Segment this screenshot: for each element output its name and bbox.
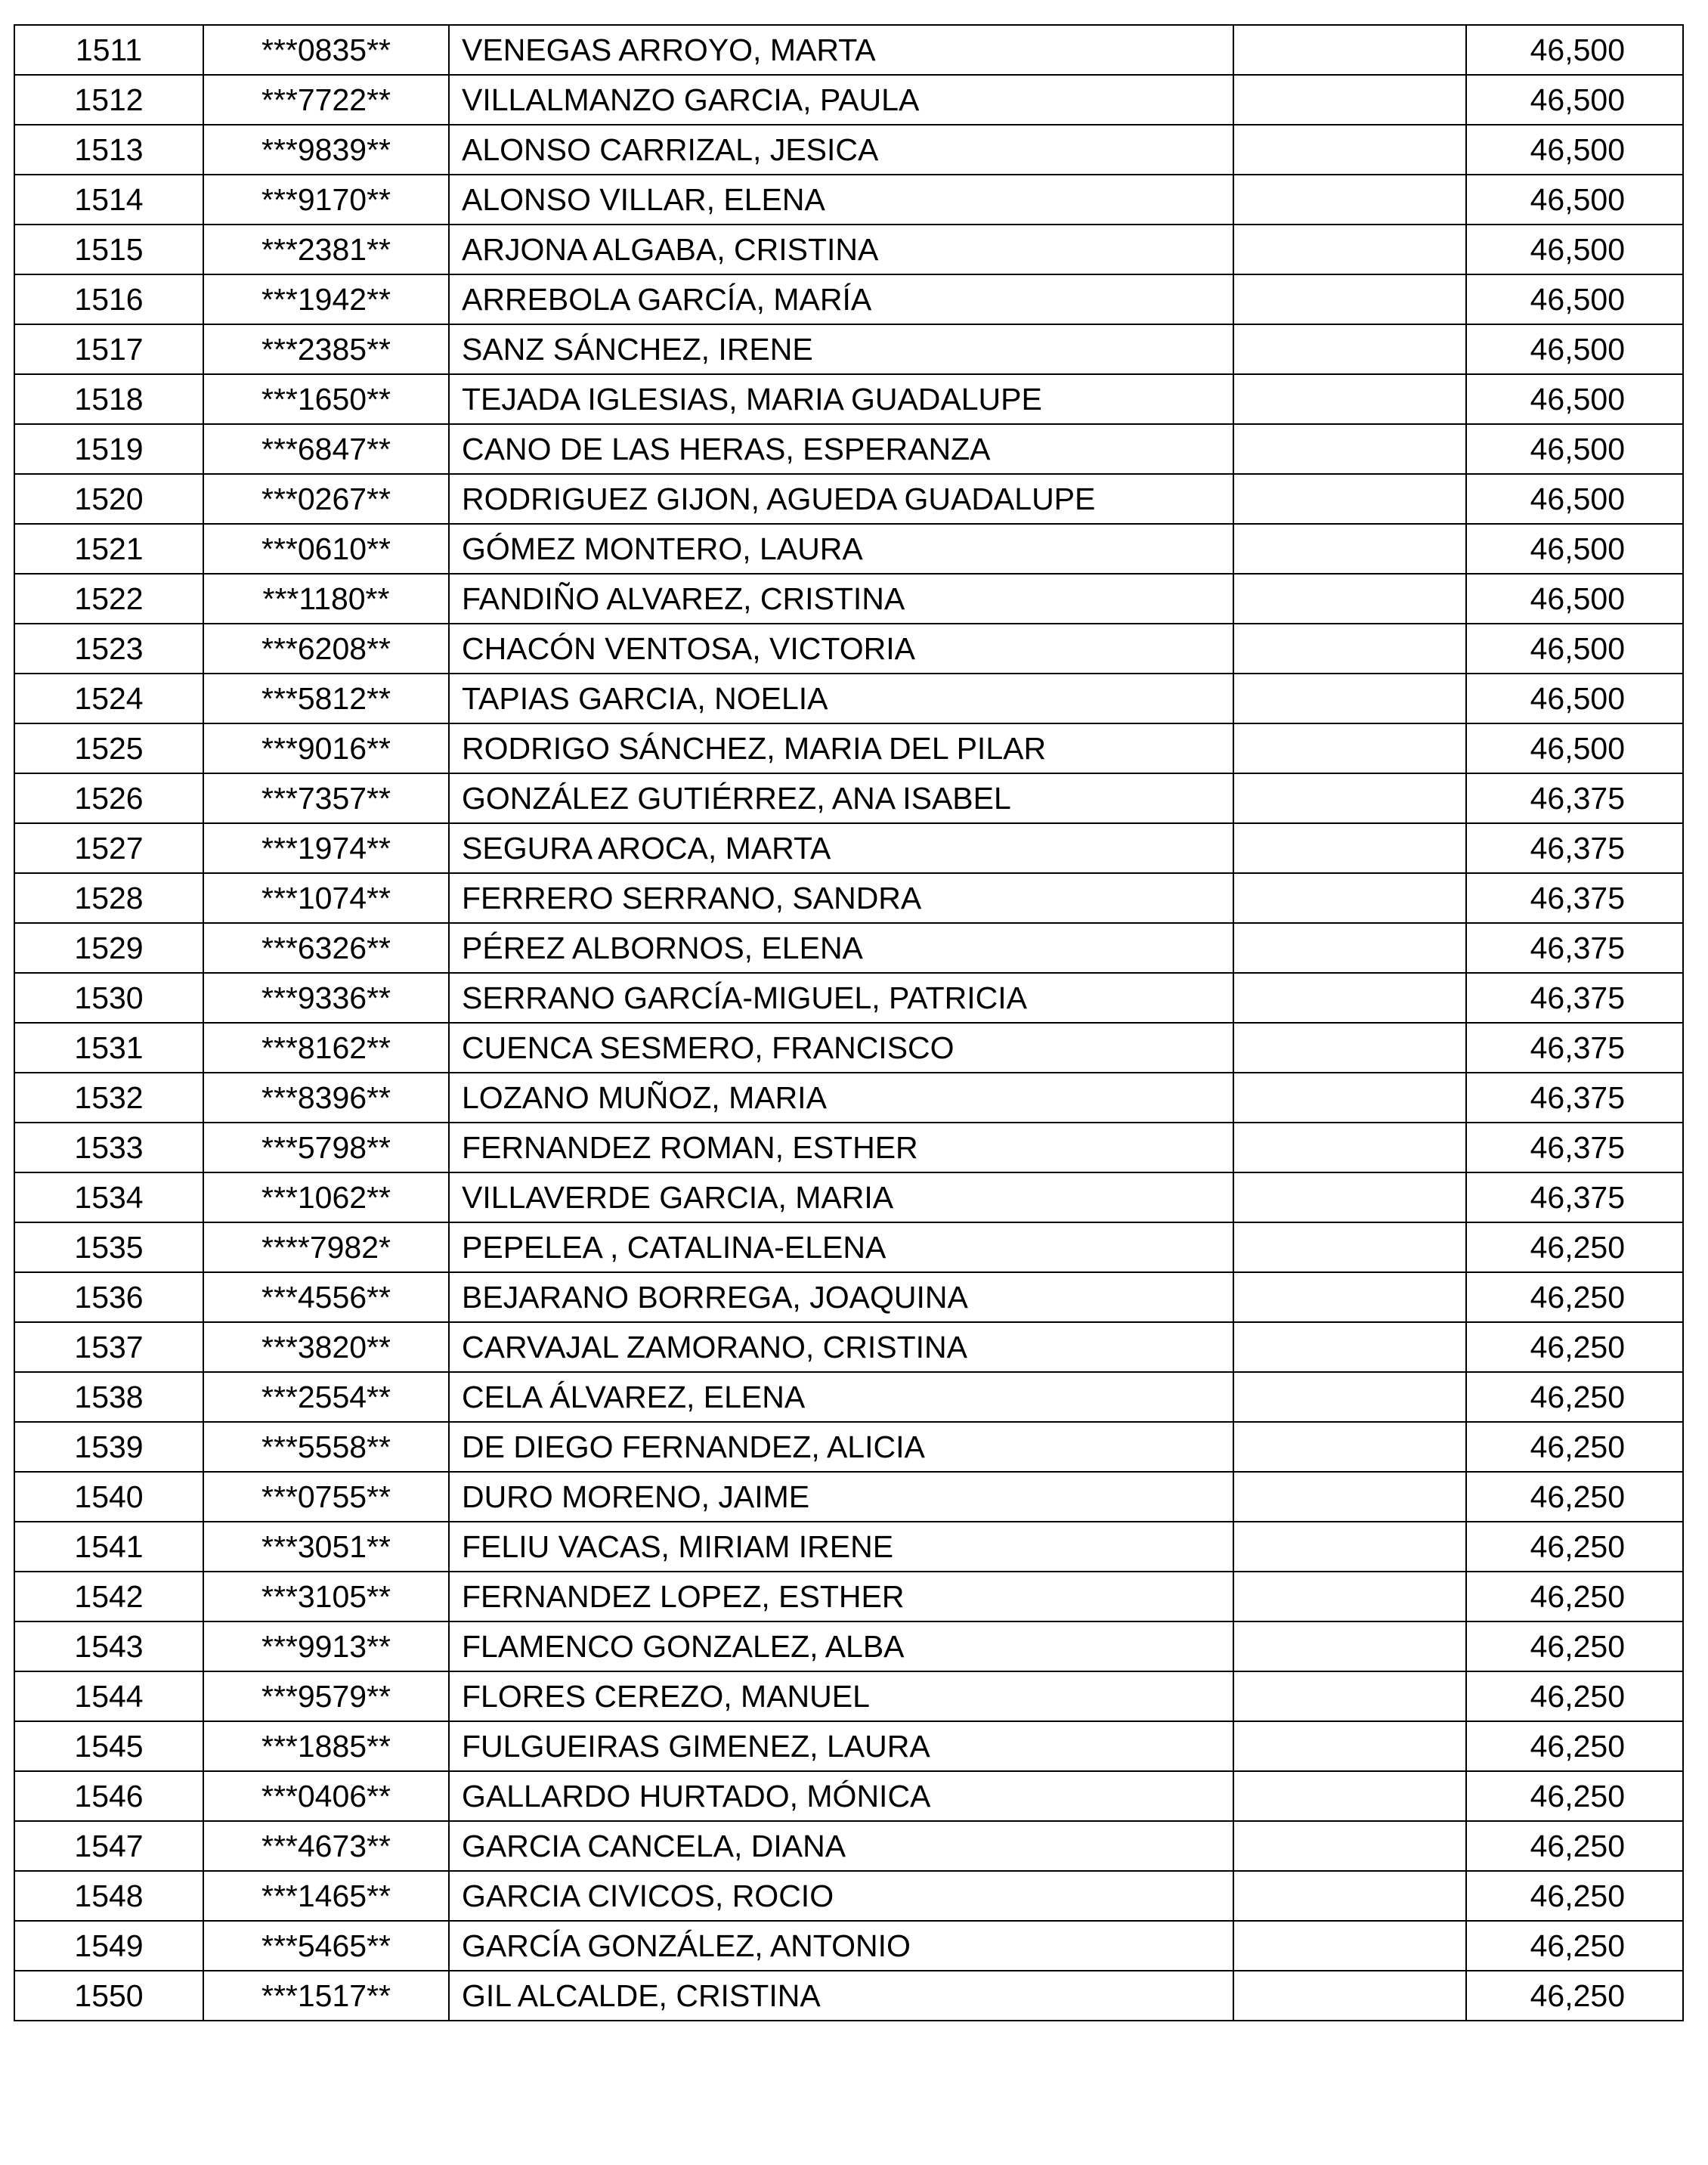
row-number: 1543 xyxy=(14,1621,203,1671)
score: 46,375 xyxy=(1466,823,1683,873)
row-number: 1516 xyxy=(14,274,203,324)
table-row xyxy=(14,873,1683,923)
row-number: 1536 xyxy=(14,1272,203,1322)
masked-id: ***1974** xyxy=(203,823,449,873)
table-body xyxy=(14,25,1683,2021)
full-name: GALLARDO HURTADO, MÓNICA xyxy=(449,1771,1233,1821)
row-number: 1512 xyxy=(14,75,203,125)
row-number: 1520 xyxy=(14,474,203,524)
masked-id: ***1650** xyxy=(203,374,449,424)
masked-id: ***3051** xyxy=(203,1522,449,1572)
row-number: 1514 xyxy=(14,175,203,225)
empty-cell xyxy=(1233,1821,1466,1871)
table-row xyxy=(14,1322,1683,1372)
empty-cell xyxy=(1233,1871,1466,1921)
empty-cell xyxy=(1233,1322,1466,1372)
full-name: RODRIGUEZ GIJON, AGUEDA GUADALUPE xyxy=(449,474,1233,524)
row-number: 1541 xyxy=(14,1522,203,1572)
full-name: GONZÁLEZ GUTIÉRREZ, ANA ISABEL xyxy=(449,773,1233,823)
score: 46,375 xyxy=(1466,973,1683,1023)
row-number: 1517 xyxy=(14,324,203,374)
empty-cell xyxy=(1233,1921,1466,1971)
full-name: PEPELEA , CATALINA-ELENA xyxy=(449,1222,1233,1272)
table-row xyxy=(14,1671,1683,1721)
score: 46,500 xyxy=(1466,75,1683,125)
masked-id: ***7357** xyxy=(203,773,449,823)
full-name: DE DIEGO FERNANDEZ, ALICIA xyxy=(449,1422,1233,1472)
full-name: GARCIA CIVICOS, ROCIO xyxy=(449,1871,1233,1921)
empty-cell xyxy=(1233,324,1466,374)
row-number: 1542 xyxy=(14,1572,203,1621)
masked-id: ***2385** xyxy=(203,324,449,374)
full-name: PÉREZ ALBORNOS, ELENA xyxy=(449,923,1233,973)
full-name: VENEGAS ARROYO, MARTA xyxy=(449,25,1233,75)
empty-cell xyxy=(1233,823,1466,873)
full-name: VILLALMANZO GARCIA, PAULA xyxy=(449,75,1233,125)
score: 46,375 xyxy=(1466,1172,1683,1222)
masked-id: ***6326** xyxy=(203,923,449,973)
table-row xyxy=(14,1621,1683,1671)
row-number: 1523 xyxy=(14,624,203,674)
masked-id: ***9170** xyxy=(203,175,449,225)
masked-id: ***0835** xyxy=(203,25,449,75)
empty-cell xyxy=(1233,1272,1466,1322)
row-number: 1532 xyxy=(14,1073,203,1123)
score: 46,375 xyxy=(1466,873,1683,923)
table-row xyxy=(14,1123,1683,1172)
row-number: 1518 xyxy=(14,374,203,424)
empty-cell xyxy=(1233,424,1466,474)
score: 46,500 xyxy=(1466,25,1683,75)
table-row xyxy=(14,674,1683,723)
score: 46,500 xyxy=(1466,574,1683,624)
empty-cell xyxy=(1233,474,1466,524)
table-row xyxy=(14,1971,1683,2021)
masked-id: ***0406** xyxy=(203,1771,449,1821)
masked-id: ***9839** xyxy=(203,125,449,175)
score: 46,250 xyxy=(1466,1921,1683,1971)
full-name: FERRERO SERRANO, SANDRA xyxy=(449,873,1233,923)
empty-cell xyxy=(1233,1422,1466,1472)
masked-id: ***9579** xyxy=(203,1671,449,1721)
row-number: 1547 xyxy=(14,1821,203,1871)
empty-cell xyxy=(1233,524,1466,574)
table-row xyxy=(14,1073,1683,1123)
row-number: 1519 xyxy=(14,424,203,474)
score: 46,375 xyxy=(1466,1073,1683,1123)
table-row xyxy=(14,424,1683,474)
masked-id: ***7722** xyxy=(203,75,449,125)
table-row xyxy=(14,1572,1683,1621)
masked-id: ***2554** xyxy=(203,1372,449,1422)
masked-id: ***1942** xyxy=(203,274,449,324)
row-number: 1525 xyxy=(14,723,203,773)
row-number: 1534 xyxy=(14,1172,203,1222)
empty-cell xyxy=(1233,1023,1466,1073)
table-row xyxy=(14,1821,1683,1871)
row-number: 1546 xyxy=(14,1771,203,1821)
table-row xyxy=(14,25,1683,75)
score: 46,250 xyxy=(1466,1272,1683,1322)
masked-id: ***1885** xyxy=(203,1721,449,1771)
masked-id: ****7982* xyxy=(203,1222,449,1272)
masked-id: ***9913** xyxy=(203,1621,449,1671)
score: 46,500 xyxy=(1466,723,1683,773)
table-row xyxy=(14,474,1683,524)
masked-id: ***4556** xyxy=(203,1272,449,1322)
table-row xyxy=(14,574,1683,624)
empty-cell xyxy=(1233,1572,1466,1621)
empty-cell xyxy=(1233,1372,1466,1422)
row-number: 1540 xyxy=(14,1472,203,1522)
full-name: CARVAJAL ZAMORANO, CRISTINA xyxy=(449,1322,1233,1372)
full-name: CANO DE LAS HERAS, ESPERANZA xyxy=(449,424,1233,474)
empty-cell xyxy=(1233,225,1466,274)
table-row xyxy=(14,723,1683,773)
empty-cell xyxy=(1233,1671,1466,1721)
masked-id: ***6847** xyxy=(203,424,449,474)
masked-id: ***1180** xyxy=(203,574,449,624)
empty-cell xyxy=(1233,1971,1466,2021)
full-name: FULGUEIRAS GIMENEZ, LAURA xyxy=(449,1721,1233,1771)
row-number: 1521 xyxy=(14,524,203,574)
empty-cell xyxy=(1233,574,1466,624)
full-name: LOZANO MUÑOZ, MARIA xyxy=(449,1073,1233,1123)
empty-cell xyxy=(1233,873,1466,923)
masked-id: ***1062** xyxy=(203,1172,449,1222)
row-number: 1537 xyxy=(14,1322,203,1372)
full-name: TEJADA IGLESIAS, MARIA GUADALUPE xyxy=(449,374,1233,424)
table-row xyxy=(14,1522,1683,1572)
full-name: GÓMEZ MONTERO, LAURA xyxy=(449,524,1233,574)
score: 46,250 xyxy=(1466,1971,1683,2021)
full-name: RODRIGO SÁNCHEZ, MARIA DEL PILAR xyxy=(449,723,1233,773)
masked-id: ***2381** xyxy=(203,225,449,274)
empty-cell xyxy=(1233,674,1466,723)
masked-id: ***3820** xyxy=(203,1322,449,1372)
score: 46,250 xyxy=(1466,1721,1683,1771)
table-row xyxy=(14,274,1683,324)
row-number: 1535 xyxy=(14,1222,203,1272)
full-name: FELIU VACAS, MIRIAM IRENE xyxy=(449,1522,1233,1572)
row-number: 1550 xyxy=(14,1971,203,2021)
full-name: FLAMENCO GONZALEZ, ALBA xyxy=(449,1621,1233,1671)
empty-cell xyxy=(1233,25,1466,75)
empty-cell xyxy=(1233,1522,1466,1572)
table-row xyxy=(14,973,1683,1023)
full-name: FANDIÑO ALVAREZ, CRISTINA xyxy=(449,574,1233,624)
score: 46,250 xyxy=(1466,1522,1683,1572)
row-number: 1522 xyxy=(14,574,203,624)
empty-cell xyxy=(1233,923,1466,973)
score: 46,500 xyxy=(1466,225,1683,274)
empty-cell xyxy=(1233,1721,1466,1771)
full-name: GARCÍA GONZÁLEZ, ANTONIO xyxy=(449,1921,1233,1971)
row-number: 1530 xyxy=(14,973,203,1023)
table-row xyxy=(14,624,1683,674)
full-name: VILLAVERDE GARCIA, MARIA xyxy=(449,1172,1233,1222)
empty-cell xyxy=(1233,773,1466,823)
score: 46,500 xyxy=(1466,274,1683,324)
masked-id: ***0267** xyxy=(203,474,449,524)
full-name: ALONSO VILLAR, ELENA xyxy=(449,175,1233,225)
full-name: ARREBOLA GARCÍA, MARÍA xyxy=(449,274,1233,324)
table-row xyxy=(14,1472,1683,1522)
score: 46,500 xyxy=(1466,474,1683,524)
score: 46,500 xyxy=(1466,374,1683,424)
score: 46,250 xyxy=(1466,1621,1683,1671)
table-row xyxy=(14,324,1683,374)
masked-id: ***3105** xyxy=(203,1572,449,1621)
masked-id: ***1517** xyxy=(203,1971,449,2021)
masked-id: ***9336** xyxy=(203,973,449,1023)
full-name: TAPIAS GARCIA, NOELIA xyxy=(449,674,1233,723)
score: 46,250 xyxy=(1466,1821,1683,1871)
candidate-table xyxy=(14,24,1684,2021)
empty-cell xyxy=(1233,1073,1466,1123)
table-row xyxy=(14,1422,1683,1472)
table-row xyxy=(14,1721,1683,1771)
table-row xyxy=(14,1172,1683,1222)
score: 46,375 xyxy=(1466,1023,1683,1073)
masked-id: ***0610** xyxy=(203,524,449,574)
table-row xyxy=(14,125,1683,175)
table-row xyxy=(14,524,1683,574)
score: 46,250 xyxy=(1466,1771,1683,1821)
empty-cell xyxy=(1233,1621,1466,1671)
full-name: SERRANO GARCÍA-MIGUEL, PATRICIA xyxy=(449,973,1233,1023)
empty-cell xyxy=(1233,274,1466,324)
full-name: FLORES CEREZO, MANUEL xyxy=(449,1671,1233,1721)
full-name: SEGURA AROCA, MARTA xyxy=(449,823,1233,873)
masked-id: ***8162** xyxy=(203,1023,449,1073)
score: 46,500 xyxy=(1466,324,1683,374)
score: 46,500 xyxy=(1466,524,1683,574)
row-number: 1548 xyxy=(14,1871,203,1921)
empty-cell xyxy=(1233,1222,1466,1272)
row-number: 1511 xyxy=(14,25,203,75)
row-number: 1524 xyxy=(14,674,203,723)
table-row xyxy=(14,374,1683,424)
masked-id: ***5558** xyxy=(203,1422,449,1472)
full-name: BEJARANO BORREGA, JOAQUINA xyxy=(449,1272,1233,1322)
row-number: 1538 xyxy=(14,1372,203,1422)
table-row xyxy=(14,1272,1683,1322)
empty-cell xyxy=(1233,374,1466,424)
table-row xyxy=(14,1023,1683,1073)
table-row xyxy=(14,1222,1683,1272)
full-name: SANZ SÁNCHEZ, IRENE xyxy=(449,324,1233,374)
full-name: FERNANDEZ LOPEZ, ESTHER xyxy=(449,1572,1233,1621)
row-number: 1529 xyxy=(14,923,203,973)
score: 46,500 xyxy=(1466,424,1683,474)
row-number: 1515 xyxy=(14,225,203,274)
full-name: CHACÓN VENTOSA, VICTORIA xyxy=(449,624,1233,674)
score: 46,250 xyxy=(1466,1871,1683,1921)
row-number: 1539 xyxy=(14,1422,203,1472)
empty-cell xyxy=(1233,1771,1466,1821)
row-number: 1531 xyxy=(14,1023,203,1073)
score: 46,250 xyxy=(1466,1372,1683,1422)
score: 46,250 xyxy=(1466,1472,1683,1522)
table-row xyxy=(14,225,1683,274)
empty-cell xyxy=(1233,125,1466,175)
table-row xyxy=(14,923,1683,973)
table-row xyxy=(14,823,1683,873)
score: 46,500 xyxy=(1466,175,1683,225)
masked-id: ***8396** xyxy=(203,1073,449,1123)
masked-id: ***0755** xyxy=(203,1472,449,1522)
full-name: CELA ÁLVAREZ, ELENA xyxy=(449,1372,1233,1422)
empty-cell xyxy=(1233,175,1466,225)
score: 46,250 xyxy=(1466,1572,1683,1621)
empty-cell xyxy=(1233,973,1466,1023)
table-row xyxy=(14,1372,1683,1422)
full-name: FERNANDEZ ROMAN, ESTHER xyxy=(449,1123,1233,1172)
empty-cell xyxy=(1233,1172,1466,1222)
row-number: 1545 xyxy=(14,1721,203,1771)
empty-cell xyxy=(1233,624,1466,674)
masked-id: ***5465** xyxy=(203,1921,449,1971)
masked-id: ***4673** xyxy=(203,1821,449,1871)
full-name: ALONSO CARRIZAL, JESICA xyxy=(449,125,1233,175)
score: 46,375 xyxy=(1466,1123,1683,1172)
full-name: ARJONA ALGABA, CRISTINA xyxy=(449,225,1233,274)
row-number: 1528 xyxy=(14,873,203,923)
score: 46,250 xyxy=(1466,1222,1683,1272)
score: 46,250 xyxy=(1466,1422,1683,1472)
masked-id: ***6208** xyxy=(203,624,449,674)
row-number: 1549 xyxy=(14,1921,203,1971)
table-row xyxy=(14,1871,1683,1921)
score: 46,375 xyxy=(1466,923,1683,973)
masked-id: ***1465** xyxy=(203,1871,449,1921)
score: 46,500 xyxy=(1466,624,1683,674)
row-number: 1533 xyxy=(14,1123,203,1172)
masked-id: ***1074** xyxy=(203,873,449,923)
table-row xyxy=(14,175,1683,225)
full-name: DURO MORENO, JAIME xyxy=(449,1472,1233,1522)
row-number: 1513 xyxy=(14,125,203,175)
row-number: 1526 xyxy=(14,773,203,823)
table-row xyxy=(14,1771,1683,1821)
score: 46,500 xyxy=(1466,125,1683,175)
score: 46,375 xyxy=(1466,773,1683,823)
table-row xyxy=(14,75,1683,125)
row-number: 1544 xyxy=(14,1671,203,1721)
masked-id: ***5798** xyxy=(203,1123,449,1172)
masked-id: ***5812** xyxy=(203,674,449,723)
table-row xyxy=(14,1921,1683,1971)
empty-cell xyxy=(1233,723,1466,773)
empty-cell xyxy=(1233,1472,1466,1522)
score: 46,250 xyxy=(1466,1671,1683,1721)
score: 46,250 xyxy=(1466,1322,1683,1372)
full-name: CUENCA SESMERO, FRANCISCO xyxy=(449,1023,1233,1073)
empty-cell xyxy=(1233,1123,1466,1172)
empty-cell xyxy=(1233,75,1466,125)
masked-id: ***9016** xyxy=(203,723,449,773)
score: 46,500 xyxy=(1466,674,1683,723)
table-row xyxy=(14,773,1683,823)
full-name: GIL ALCALDE, CRISTINA xyxy=(449,1971,1233,2021)
full-name: GARCIA CANCELA, DIANA xyxy=(449,1821,1233,1871)
row-number: 1527 xyxy=(14,823,203,873)
